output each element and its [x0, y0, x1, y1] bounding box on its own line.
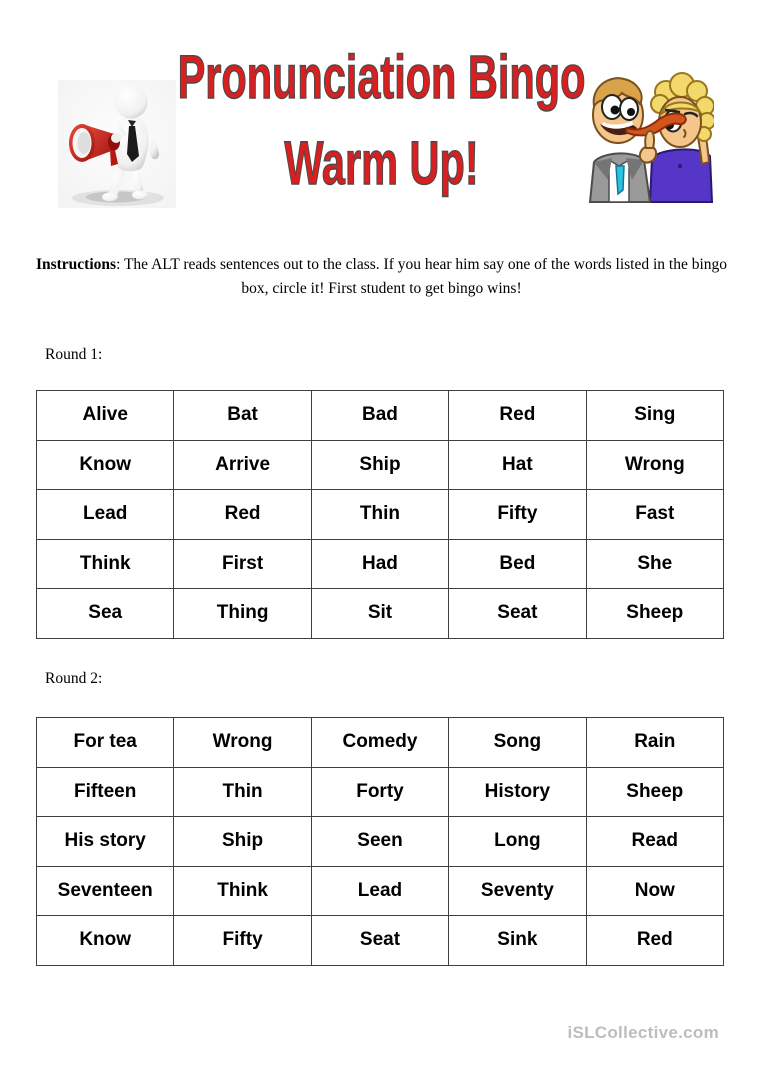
table-row [37, 718, 724, 768]
bingo-cell: Sheep [586, 767, 723, 817]
bingo-cell: Seventeen [37, 866, 174, 916]
bingo-cell: Thing [174, 589, 311, 639]
bingo-cell: Sit [311, 589, 448, 639]
cartoon-pair-image [582, 68, 714, 205]
bingo-cell: Alive [37, 391, 174, 441]
bingo-cell: Red [174, 490, 311, 540]
round-2-label: Round 2: [45, 670, 103, 687]
bingo-cell: Wrong [174, 718, 311, 768]
bingo-cell: Arrive [174, 440, 311, 490]
table-row [37, 539, 724, 589]
bingo-cell: Know [37, 916, 174, 966]
bingo-cell: Song [449, 718, 586, 768]
bingo-cell: Ship [174, 817, 311, 867]
bingo-cell: Sing [586, 391, 723, 441]
bingo-cell: Thin [174, 767, 311, 817]
bingo-cell: Wrong [586, 440, 723, 490]
bingo-cell: His story [37, 817, 174, 867]
bingo-cell: Ship [311, 440, 448, 490]
table-row [37, 817, 724, 867]
bingo-cell: Read [586, 817, 723, 867]
bingo-cell: Comedy [311, 718, 448, 768]
table-row [37, 589, 724, 639]
islcollective-watermark: iSLCollective.com [567, 1023, 719, 1042]
bingo-cell: Fifty [449, 490, 586, 540]
bingo-cell: Fast [586, 490, 723, 540]
bingo-cell: First [174, 539, 311, 589]
bingo-cell: History [449, 767, 586, 817]
table-row [37, 440, 724, 490]
bingo-cell: Bad [311, 391, 448, 441]
table-row [37, 767, 724, 817]
bingo-cell: Sea [37, 589, 174, 639]
table-row [37, 866, 724, 916]
table-row [37, 916, 724, 966]
cartoon-woman [650, 73, 714, 202]
round-1-bingo-table [36, 390, 724, 639]
bingo-cell: Lead [311, 866, 448, 916]
round-2-bingo-table [36, 717, 724, 966]
bingo-cell: Now [586, 866, 723, 916]
bingo-cell: Know [37, 440, 174, 490]
bingo-cell: Think [37, 539, 174, 589]
bingo-cell: Bat [174, 391, 311, 441]
table-row [37, 391, 724, 441]
round-1-label: Round 1: [45, 346, 103, 363]
bingo-cell: Seat [449, 589, 586, 639]
bingo-cell: Lead [37, 490, 174, 540]
bingo-cell: Fifty [174, 916, 311, 966]
bingo-cell: Forty [311, 767, 448, 817]
page-title: Pronunciation Bingo [177, 43, 586, 111]
bingo-cell: For tea [37, 718, 174, 768]
page-subtitle: Warm Up! [284, 129, 479, 197]
bingo-cell: Hat [449, 440, 586, 490]
instructions-label: Instructions [35, 256, 117, 273]
instructions [29, 253, 734, 300]
bingo-cell: Think [174, 866, 311, 916]
bingo-cell: Thin [311, 490, 448, 540]
bingo-cell: Seventy [449, 866, 586, 916]
bingo-cell: Seat [311, 916, 448, 966]
bingo-cell: Sheep [586, 589, 723, 639]
bingo-cell: Rain [586, 718, 723, 768]
table-row [37, 490, 724, 540]
bingo-cell: Red [449, 391, 586, 441]
bingo-cell: Fifteen [37, 767, 174, 817]
bingo-cell: Sink [449, 916, 586, 966]
bingo-cell: Seen [311, 817, 448, 867]
bingo-cell: Bed [449, 539, 586, 589]
bingo-cell: She [586, 539, 723, 589]
bingo-cell: Long [449, 817, 586, 867]
instructions-text: : The ALT reads sentences out to the class. If you hear him say one of the words listed in the bingo box, circle it! First student to get bingo wins! [116, 256, 728, 297]
bingo-cell: Had [311, 539, 448, 589]
bingo-cell: Red [586, 916, 723, 966]
